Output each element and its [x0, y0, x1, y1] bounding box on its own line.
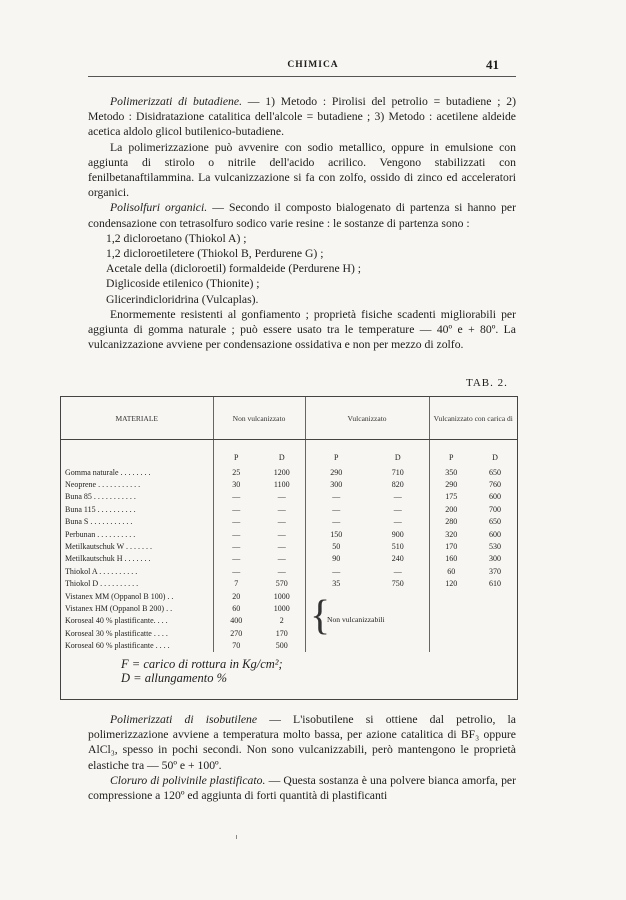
table-cell-c-d: [473, 627, 517, 639]
table-label: TAB. 2.: [466, 377, 508, 389]
table-cell-nv-p: —: [213, 540, 259, 552]
table-cell-nv-p: —: [213, 528, 259, 540]
list-item: Diglicoside etilenico (Thionite) ;: [106, 277, 260, 291]
subheader-row: [61, 440, 517, 467]
material-name: Buna 85 . . . . . . . . . . .: [65, 492, 136, 502]
table-cell-c-p: 200: [429, 503, 473, 515]
table-cell-nv-d: 1100: [273, 480, 290, 490]
table-cell-nv-p: —: [213, 553, 259, 565]
table-cell-c-d: [473, 615, 517, 627]
table-cell-v-d: 900: [391, 529, 404, 539]
table-cell-v-p: 300: [305, 478, 367, 490]
table-cell-nv-p: 270: [213, 627, 259, 639]
table-cell-nv-p: —: [213, 503, 259, 515]
table-cell-nv-d: —: [277, 529, 286, 539]
table-row: [61, 590, 517, 602]
material-name: Gomma naturale . . . . . . . .: [65, 467, 151, 477]
table-cell-v-d: 750: [391, 579, 404, 589]
non-vulcanizable-note: Non vulcanizzabili: [327, 615, 385, 624]
material-name: Koroseal 60 % plastificante . . . .: [65, 641, 170, 651]
table-cell-v-p: 150: [305, 528, 367, 540]
paragraph-body: — L'isobutilene si ottiene dal petrolio, la polimerizzazione avviene a temperatura molto bassa, per azione catalitica di BF₃ oppure AlCl₃, spesso in pochi secondi. Non sono vulcanizzabili, però mantengono le proprietà elastiche tra — 50º e + 100º.: [88, 713, 516, 772]
table-cell-nv-d: 500: [275, 641, 288, 651]
table-cell-nv-p: —: [213, 491, 259, 503]
material-name: Koroseal 30 % plastificatte . . . .: [65, 628, 168, 638]
material-name: Thiokol A . . . . . . . . . .: [65, 566, 138, 576]
list-item: Acetale della (dicloroetil) formaldeide (Perdurene H) ;: [106, 262, 362, 276]
column-header-vulcanized-loaded: Vulcanizzato con carica di: [429, 397, 517, 440]
paragraph-body: — 1) Metodo : Pirolisi del petrolio = butadiene ; 2) Metodo : Disidratazione catalitica dell'alcole = butadiene ; 3) Metodo : acetilene aldeide acetica aldolo glicol butilenico-butadiene.: [88, 95, 516, 139]
table-cell-nv-d: 1000: [273, 603, 290, 613]
table-cell-nv-d: —: [277, 542, 286, 552]
table-row: [61, 466, 517, 478]
material-name: Thiokol D . . . . . . . . . .: [65, 579, 139, 589]
table-cell-v-p: 90: [305, 553, 367, 565]
table-cell-nv-p: 400: [213, 615, 259, 627]
table-cell-c-p: 320: [429, 528, 473, 540]
body-text-top: [88, 94, 516, 352]
table-cell-v-d: 710: [391, 467, 404, 477]
material-name: Koroseal 40 % plastificante. . . .: [65, 616, 168, 626]
material-name: Vistanex MM (Oppanol B 100) . .: [65, 591, 174, 601]
properties-table: [61, 397, 517, 652]
table-cell-nv-d: 170: [275, 628, 288, 638]
body-text-bottom: [88, 712, 516, 803]
table-row: [61, 578, 517, 590]
table-cell-c-d: 650: [489, 467, 501, 477]
paragraph-title: Polimerizzati di isobutilene: [110, 713, 258, 726]
table-cell-v-d: —: [393, 517, 402, 527]
subheader-p: P: [305, 440, 367, 467]
list-item: 1,2 dicloroetiletere (Thiokol B, Perdurene G) ;: [106, 247, 324, 261]
table-row: [61, 553, 517, 565]
material-name: Metilkautschuk W . . . . . . .: [65, 542, 153, 552]
table-cell-v-p: 35: [305, 578, 367, 590]
table-row: [61, 491, 517, 503]
table-cell-c-d: 300: [489, 554, 501, 564]
table-row: [61, 528, 517, 540]
legend-f: F = carico di rottura in Kg/cm²;: [121, 657, 283, 671]
material-name: Buna S . . . . . . . . . . .: [65, 517, 133, 527]
table-cell-nv-p: 25: [213, 466, 259, 478]
table-cell-v-d: [367, 627, 429, 639]
table-cell-c-p: 60: [429, 565, 473, 577]
table-cell-v-d: —: [393, 492, 402, 502]
table-row: [61, 602, 517, 614]
table-row: [61, 565, 517, 577]
paragraph-polymerization: La polimerizzazione può avvenire con sodio metallico, oppure in emulsione con aggiunta di stirolo o nitrile dell'acido acrilico. Vengono stabilizzati con fenilbetanaftilammina. La vulcanizzazione si fa con zolfo, ossido di zinco ed acceleratori organici.: [88, 140, 516, 200]
running-header-title: CHIMICA: [287, 60, 339, 70]
page-number: 41: [486, 57, 499, 72]
table-cell-nv-p: 70: [213, 639, 259, 651]
table-cell-c-d: 530: [489, 542, 501, 552]
table-cell-nv-d: 2: [279, 616, 284, 626]
table-cell-nv-d: 570: [275, 579, 288, 589]
table-cell-nv-p: —: [213, 565, 259, 577]
table-cell-c-d: [473, 602, 517, 614]
paragraph-isobutylene: [88, 712, 516, 773]
print-mark: [236, 835, 237, 839]
table-cell-nv-d: —: [277, 517, 286, 527]
paragraph-body: — Secondo il composto bialogenato di partenza si hanno per condensazione con tetrasolfuro sodico varie resine : le sostanze di partenza sono :: [88, 201, 516, 230]
paragraph-butadiene: [88, 94, 516, 140]
column-header-material: MATERIALE: [61, 397, 213, 440]
table-cell-c-d: 610: [489, 579, 501, 589]
table-cell-nv-p: 20: [213, 590, 259, 602]
table-cell-c-p: 290: [429, 478, 473, 490]
paragraph-body: — Questa sostanza è una polvere bianca amorfa, per compressione a 120º ed aggiunta di forti quantità di plastificanti: [88, 773, 516, 803]
table-cell-c-p: [429, 615, 473, 627]
table-cell-v-d: 820: [391, 480, 404, 490]
table-cell-c-d: 700: [489, 504, 501, 514]
material-name: Neoprene . . . . . . . . . . .: [65, 480, 141, 490]
table-cell-nv-d: —: [277, 554, 286, 564]
list-item: Glicerindicloridrina (Vulcaplas).: [106, 292, 259, 306]
table-cell-v-d: —: [393, 566, 402, 576]
paragraph-pvc: [88, 773, 516, 803]
material-name: Vistanex HM (Oppanol B 200) . .: [65, 603, 173, 613]
paragraph-title: Polisolfuri organici.: [110, 201, 208, 215]
table-cell-v-p: 290: [305, 466, 367, 478]
table-cell-v-d: [367, 590, 429, 602]
table-cell-c-p: [429, 639, 473, 651]
table-cell-v-p: —: [305, 516, 367, 528]
table-cell-c-d: 760: [489, 480, 501, 490]
material-name: Perbunan . . . . . . . . . .: [65, 529, 136, 539]
table-cell-v-d: —: [393, 504, 402, 514]
starting-substances-list: [106, 231, 516, 307]
subheader-d: D: [492, 452, 498, 462]
paragraph-title: Polimerizzati di butadiene.: [110, 95, 242, 108]
table-cell-v-d: 240: [391, 554, 404, 564]
table-cell-c-d: 600: [489, 492, 501, 502]
table-box: [60, 396, 518, 700]
table-cell-nv-d: —: [277, 504, 286, 514]
table-cell-c-d: [473, 639, 517, 651]
table-cell-v-p: [305, 639, 367, 651]
paragraph-resistance: Enormemente resistenti al gonfiamento ; proprietà fisiche scadenti migliorabili per aggiunta di gomma naturale ; può essere usato tra le temperature — 40º e + 80º. La vulcanizzazione avviene per condensazione ossidativa e non per mezzo di zolfo.: [88, 307, 516, 352]
subheader-p: P: [429, 440, 473, 467]
table-cell-c-d: 600: [489, 529, 501, 539]
table-cell-c-d: 650: [489, 517, 501, 527]
table-row: [61, 627, 517, 639]
subheader-p: P: [213, 440, 259, 467]
table-row: [61, 478, 517, 490]
column-header-vulcanized: Vulcanizzato: [305, 397, 429, 440]
table-row: [61, 615, 517, 627]
table-legend: [121, 657, 283, 685]
table-cell-c-p: 160: [429, 553, 473, 565]
table-cell-v-d: 510: [391, 542, 404, 552]
subheader-d: D: [394, 452, 401, 462]
table-cell-v-d: [367, 639, 429, 651]
table-cell-nv-d: —: [277, 566, 286, 576]
table-cell-v-d: [367, 602, 429, 614]
header-rule: [88, 76, 516, 77]
table-cell-v-p: —: [305, 565, 367, 577]
table-cell-c-p: 350: [429, 466, 473, 478]
table-cell-c-p: 170: [429, 540, 473, 552]
table-cell-nv-p: 30: [213, 478, 259, 490]
table-cell-nv-p: 7: [213, 578, 259, 590]
table-cell-v-p: 50: [305, 540, 367, 552]
table-row: [61, 503, 517, 515]
table-cell-nv-p: —: [213, 516, 259, 528]
table-row: [61, 516, 517, 528]
column-header-non-vulcanized: Non vulcanizzato: [213, 397, 305, 440]
material-name: Buna 115 . . . . . . . . . .: [65, 504, 136, 514]
table-cell-c-p: 120: [429, 578, 473, 590]
table-cell-nv-d: 1200: [273, 467, 290, 477]
list-item: 1,2 dicloroetano (Thiokol A) ;: [106, 231, 247, 245]
table-cell-c-d: [473, 590, 517, 602]
legend-d: D = allungamento %: [121, 671, 227, 685]
paragraph-title: Cloruro di polivinile plastificato.: [110, 773, 266, 787]
table-row: [61, 540, 517, 552]
table-row: [61, 639, 517, 651]
table-cell-c-p: 175: [429, 491, 473, 503]
table-cell-v-p: —: [305, 503, 367, 515]
table-cell-c-p: [429, 602, 473, 614]
table-cell-c-p: [429, 627, 473, 639]
subheader-d: D: [278, 452, 285, 462]
brace: {: [310, 593, 331, 639]
table-cell-nv-p: 60: [213, 602, 259, 614]
table-cell-c-p: [429, 590, 473, 602]
table-cell-c-d: 370: [489, 566, 501, 576]
table-cell-v-p: —: [305, 491, 367, 503]
table-cell-c-p: 280: [429, 516, 473, 528]
table-cell-nv-d: —: [277, 492, 286, 502]
material-name: Metilkautschuk H . . . . . . .: [65, 554, 151, 564]
paragraph-polysulfides: [88, 200, 516, 230]
table-cell-nv-d: 1000: [273, 591, 290, 601]
